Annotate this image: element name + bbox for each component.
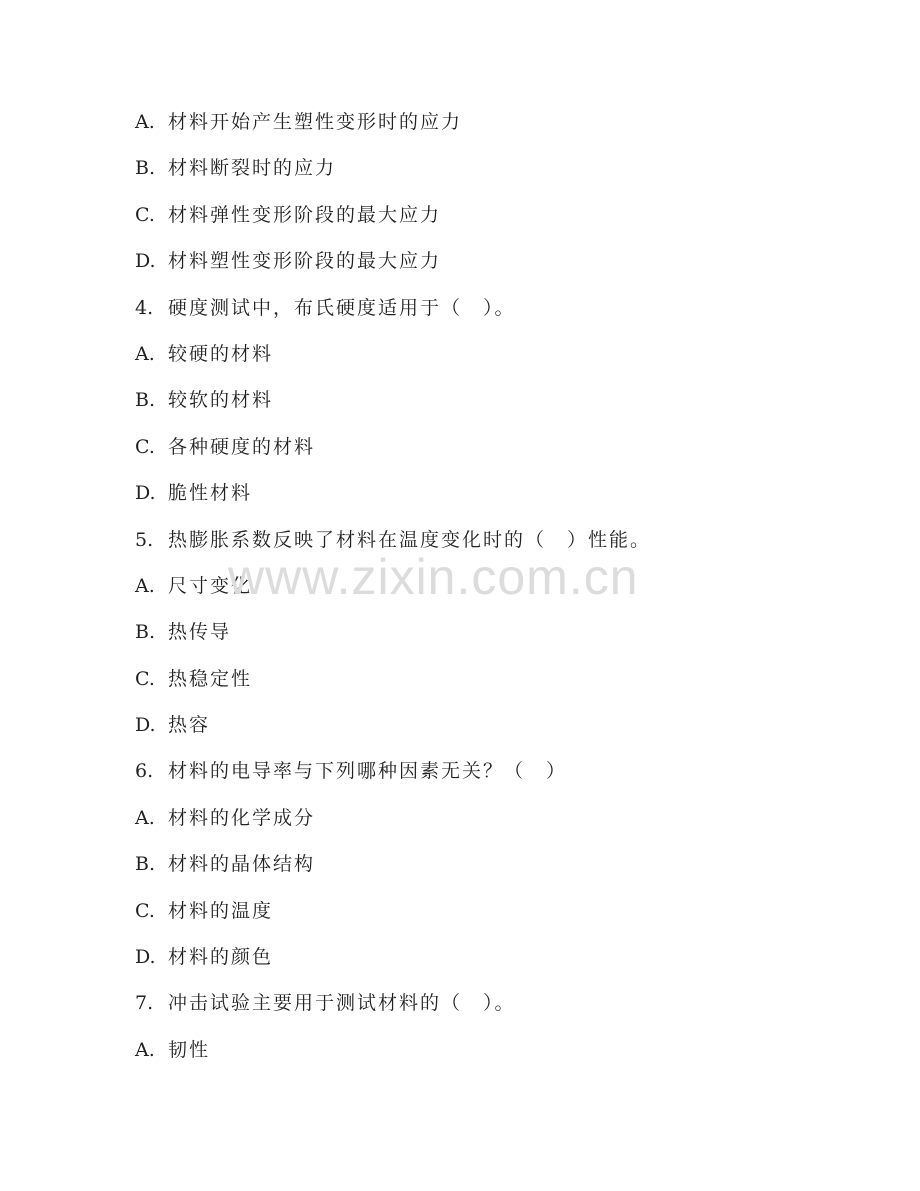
option-label: A. — [135, 1038, 155, 1061]
option-label: D. — [135, 714, 156, 737]
option-text: 较软的材料 — [168, 389, 274, 412]
question-number: 4. — [135, 296, 154, 319]
watermark: www.zixin.com.cn — [228, 549, 639, 605]
question-list — [135, 106, 835, 1080]
question-text: 硬度测试中，布氏硬度适用于（ ）。 — [168, 296, 516, 319]
option-label: A. — [135, 342, 155, 365]
option-line — [135, 338, 835, 384]
option-label: C. — [135, 667, 155, 690]
option-text: 材料弹性变形阶段的最大应力 — [168, 203, 442, 226]
option-text: 材料的温度 — [168, 899, 274, 922]
question-number: 6. — [135, 760, 154, 783]
option-label: A. — [135, 111, 155, 133]
option-label: D. — [135, 482, 156, 505]
option-line — [135, 152, 835, 198]
option-line — [135, 106, 835, 152]
question-line — [135, 987, 835, 1033]
option-label: C. — [135, 899, 155, 922]
option-line — [135, 477, 835, 523]
option-label: B. — [135, 853, 156, 876]
option-label: D. — [135, 250, 156, 273]
option-line — [135, 199, 835, 245]
option-text: 材料塑性变形阶段的最大应力 — [168, 250, 442, 273]
option-label: C. — [135, 203, 155, 226]
option-line — [135, 941, 835, 987]
option-line — [135, 384, 835, 430]
option-text: 热容 — [168, 714, 211, 737]
option-label: B. — [135, 389, 156, 412]
option-text: 材料开始产生塑性变形时的应力 — [168, 111, 463, 133]
option-text: 尺寸变化 — [168, 574, 253, 597]
option-text: 材料的晶体结构 — [168, 853, 316, 876]
option-label: D. — [135, 946, 156, 969]
question-line — [135, 755, 835, 801]
option-label: B. — [135, 621, 156, 644]
question-text: 冲击试验主要用于测试材料的（ ）。 — [168, 992, 516, 1015]
question-line — [135, 292, 835, 338]
option-line — [135, 709, 835, 755]
option-label: B. — [135, 157, 156, 180]
option-line — [135, 895, 835, 941]
option-line — [135, 245, 835, 291]
option-label: A. — [135, 574, 155, 597]
option-line — [135, 616, 835, 662]
option-text: 脆性材料 — [168, 482, 253, 505]
option-line — [135, 848, 835, 894]
option-text: 热传导 — [168, 621, 232, 644]
question-text: 热膨胀系数反映了材料在温度变化时的（ ）性能。 — [168, 528, 652, 551]
option-line — [135, 431, 835, 477]
question-text: 材料的电导率与下列哪种因素无关？（ ） — [168, 760, 568, 783]
option-text: 材料的颜色 — [168, 946, 274, 969]
option-text: 材料断裂时的应力 — [168, 157, 337, 180]
option-text: 材料的化学成分 — [168, 806, 316, 829]
option-line — [135, 570, 835, 616]
option-line — [135, 802, 835, 848]
question-number: 7. — [135, 992, 154, 1015]
option-label: A. — [135, 806, 155, 829]
question-line — [135, 524, 835, 570]
option-text: 较硬的材料 — [168, 342, 274, 365]
option-line — [135, 1034, 835, 1080]
option-line — [135, 663, 835, 709]
question-number: 5. — [135, 528, 154, 551]
option-label: C. — [135, 435, 155, 458]
option-text: 热稳定性 — [168, 667, 253, 690]
option-text: 韧性 — [168, 1038, 211, 1061]
option-text: 各种硬度的材料 — [168, 435, 316, 458]
